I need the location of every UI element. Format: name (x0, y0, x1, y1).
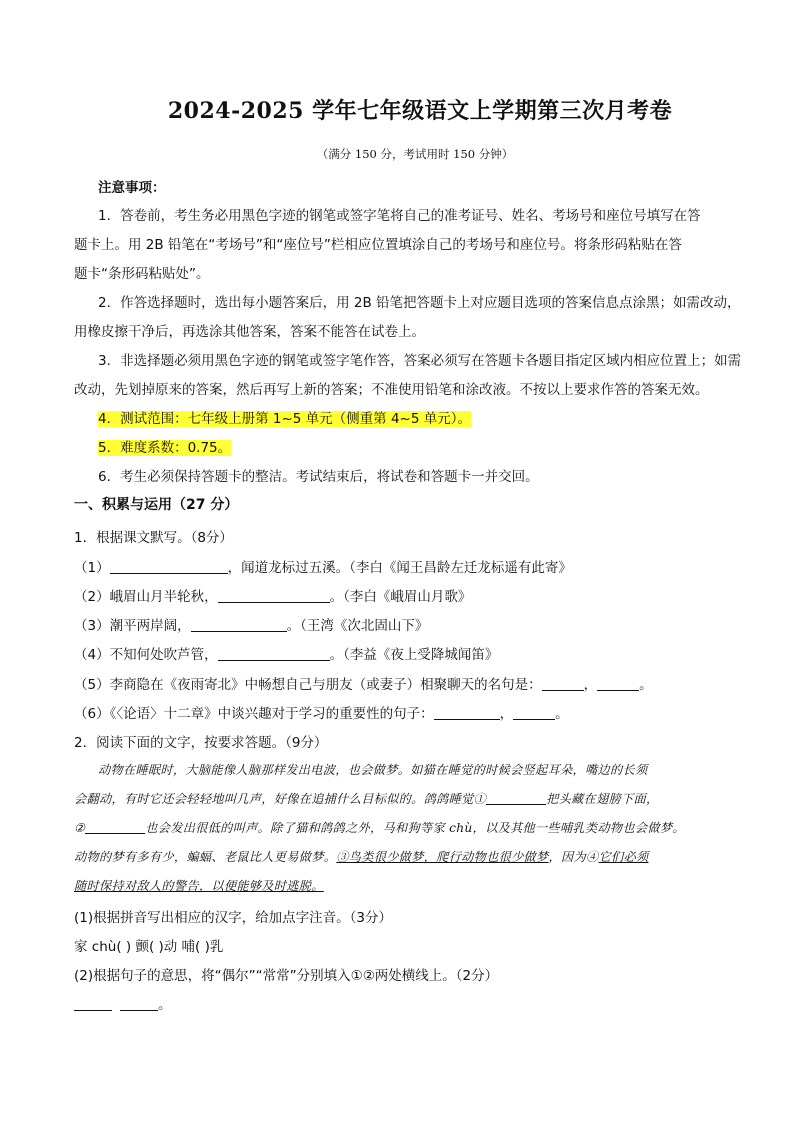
answer-blank[interactable] (513, 705, 555, 720)
q1-l3-prefix: （3）潮平两岸阔， (74, 618, 191, 634)
passage-line-1: 动物在睡眠时，大脑能像人脑那样发出电波，也会做梦。如猫在睡觉的时候会竖起耳朵，嘴边的长须 (98, 763, 648, 777)
passage-l2-suffix: 把头藏在翅膀下面， (546, 792, 659, 806)
q1-l5-comma: ， (583, 677, 598, 693)
section-1-heading: 一、积累与运用（27 分） (74, 497, 239, 513)
answer-blank[interactable] (120, 996, 158, 1011)
answer-blank[interactable] (542, 676, 584, 691)
note-1-line-1: 1．答卷前，考生务必用黑色字迹的钢笔或签字笔将自己的准考证号、姓名、考场号和座位号填写在答 (98, 208, 701, 224)
q1-l3-suffix: 。（王湾《次北固山下》 (286, 618, 429, 634)
passage-line-3 (74, 819, 734, 836)
answer-blank[interactable] (597, 676, 639, 691)
note-5-highlight: 5．难度系数：0.75。 (98, 440, 232, 456)
q2-sub-1: (1)根据拼音写出相应的汉字，给加点字注音。（3分） (74, 910, 392, 926)
passage-line-4 (74, 848, 734, 865)
q1-line-5 (74, 673, 734, 693)
answer-blank[interactable] (434, 705, 500, 720)
q2-sub-2-answer-line (74, 993, 734, 1013)
note-3-line-1: 3．非选择题必须用黑色字迹的钢笔或签字笔作答，答案必须写在答题卡各题目指定区域内相应位置上；如需 (98, 353, 742, 369)
passage-l4-mid: ，因为④ (548, 850, 599, 864)
q2-sub-1-answer-line[interactable]: 家 chù( ) 颤( )动 哺( )乳 (74, 939, 224, 955)
passage-l3-marker: ② (74, 821, 86, 835)
note-6: 6．考生必须保持答题卡的整洁。考试结束后，将试卷和答题卡一并交回。 (98, 469, 539, 485)
passage-l3-text: 也会发出很低的叫声。除了猫和鸽鸽之外，马和狗等家 chù，以及其他一些哺乳类动物也会做梦。 (145, 821, 685, 835)
passage-line-5 (74, 877, 734, 894)
q2-stem: 2．阅读下面的文字，按要求答题。（9分） (74, 735, 328, 751)
q1-line-3 (74, 614, 734, 634)
answer-blank[interactable] (74, 996, 112, 1011)
q1-l6-suffix: 。 (555, 706, 569, 722)
answer-blank-2[interactable] (85, 819, 145, 834)
q1-line-2 (74, 585, 734, 605)
q2-sub-2-period: 。 (158, 997, 172, 1013)
page-title: 2024-2025 学年七年级语文上学期第三次月考卷 (167, 98, 673, 124)
q1-l4-prefix: （4）不知何处吹芦管， (74, 647, 218, 663)
q2-sub-2: (2)根据句子的意思，将“偶尔”“常常”分别填入①②两处横线上。（2分） (74, 968, 499, 984)
passage-line-2 (74, 790, 734, 807)
passage-l4-text: 动物的梦有多有少，蝙蝠、老鼠比人更易做梦。 (74, 850, 337, 864)
q1-stem: 1．根据课文默写。（8分） (74, 530, 233, 546)
note-1-line-2: 题卡上。用 2B 铅笔在“考场号”和“座位号”栏相应位置填涂自己的考场号和座位号。将条形码粘贴在答 (74, 237, 682, 253)
q1-l1-suffix: ，闻道龙标过五溪。（李白《闻王昌龄左迁龙标遥有此寄》 (227, 560, 572, 576)
note-2-line-2: 用橡皮擦干净后，再选涂其他答案，答案不能答在试卷上。 (74, 324, 425, 340)
answer-blank[interactable] (191, 617, 287, 632)
q1-l2-prefix: （2）峨眉山月半轮秋， (74, 589, 218, 605)
q1-l1-prefix: （1） (74, 560, 110, 576)
answer-blank[interactable] (110, 559, 228, 574)
q1-line-6 (74, 702, 734, 722)
note-1-line-3: 题卡“条形码粘贴处”。 (74, 266, 210, 282)
note-2-line-1: 2．作答选择题时，选出每小题答案后，用 2B 铅笔把答题卡上对应题目选项的答案信息点涂黑；如需改动， (98, 295, 741, 311)
q1-l5-suffix: 。 (639, 677, 653, 693)
passage-l2-text: 会翻动，有时它还会轻轻地叫几声，好像在追捕什么目标似的。鸽鸽睡觉① (74, 792, 487, 806)
note-5 (98, 436, 734, 456)
underlined-sentence-4-end: 随时保持对敌人的警告，以便能够及时逃脱。 (74, 879, 324, 893)
answer-blank[interactable] (218, 646, 330, 661)
answer-blank-1[interactable] (486, 790, 546, 805)
underlined-sentence-3: ③鸟类很少做梦，爬行动物也很少做梦 (336, 850, 549, 864)
q1-line-1 (74, 556, 734, 576)
q1-l6-prefix: （6）《〈论语〉十二章》中谈兴趣对于学习的重要性的句子： (74, 706, 434, 722)
q1-l4-suffix: 。（李益《夜上受降城闻笛》 (329, 647, 499, 663)
note-3-line-2: 改动，先划掉原来的答案，然后再写上新的答案；不准使用铅笔和涂改液。不按以上要求作答的答案无效。 (74, 382, 709, 398)
q1-l2-suffix: 。（李白《峨眉山月歌》 (329, 589, 472, 605)
note-4-highlight: 4．测试范围：七年级上册第 1~5 单元（侧重第 4~5 单元）。 (98, 411, 471, 427)
answer-blank[interactable] (218, 588, 330, 603)
page-subtitle: （满分 150 分，考试用时 150 分钟） (316, 147, 514, 161)
notice-heading: 注意事项： (98, 180, 166, 196)
note-4 (98, 407, 734, 427)
underlined-sentence-4-start: 它们必须 (598, 850, 649, 864)
q1-line-4 (74, 643, 734, 663)
q1-l6-comma: ， (499, 706, 514, 722)
q1-l5-prefix: （5）李商隐在《夜雨寄北》中畅想自己与朋友（或妻子）相聚聊天的名句是： (74, 677, 542, 693)
